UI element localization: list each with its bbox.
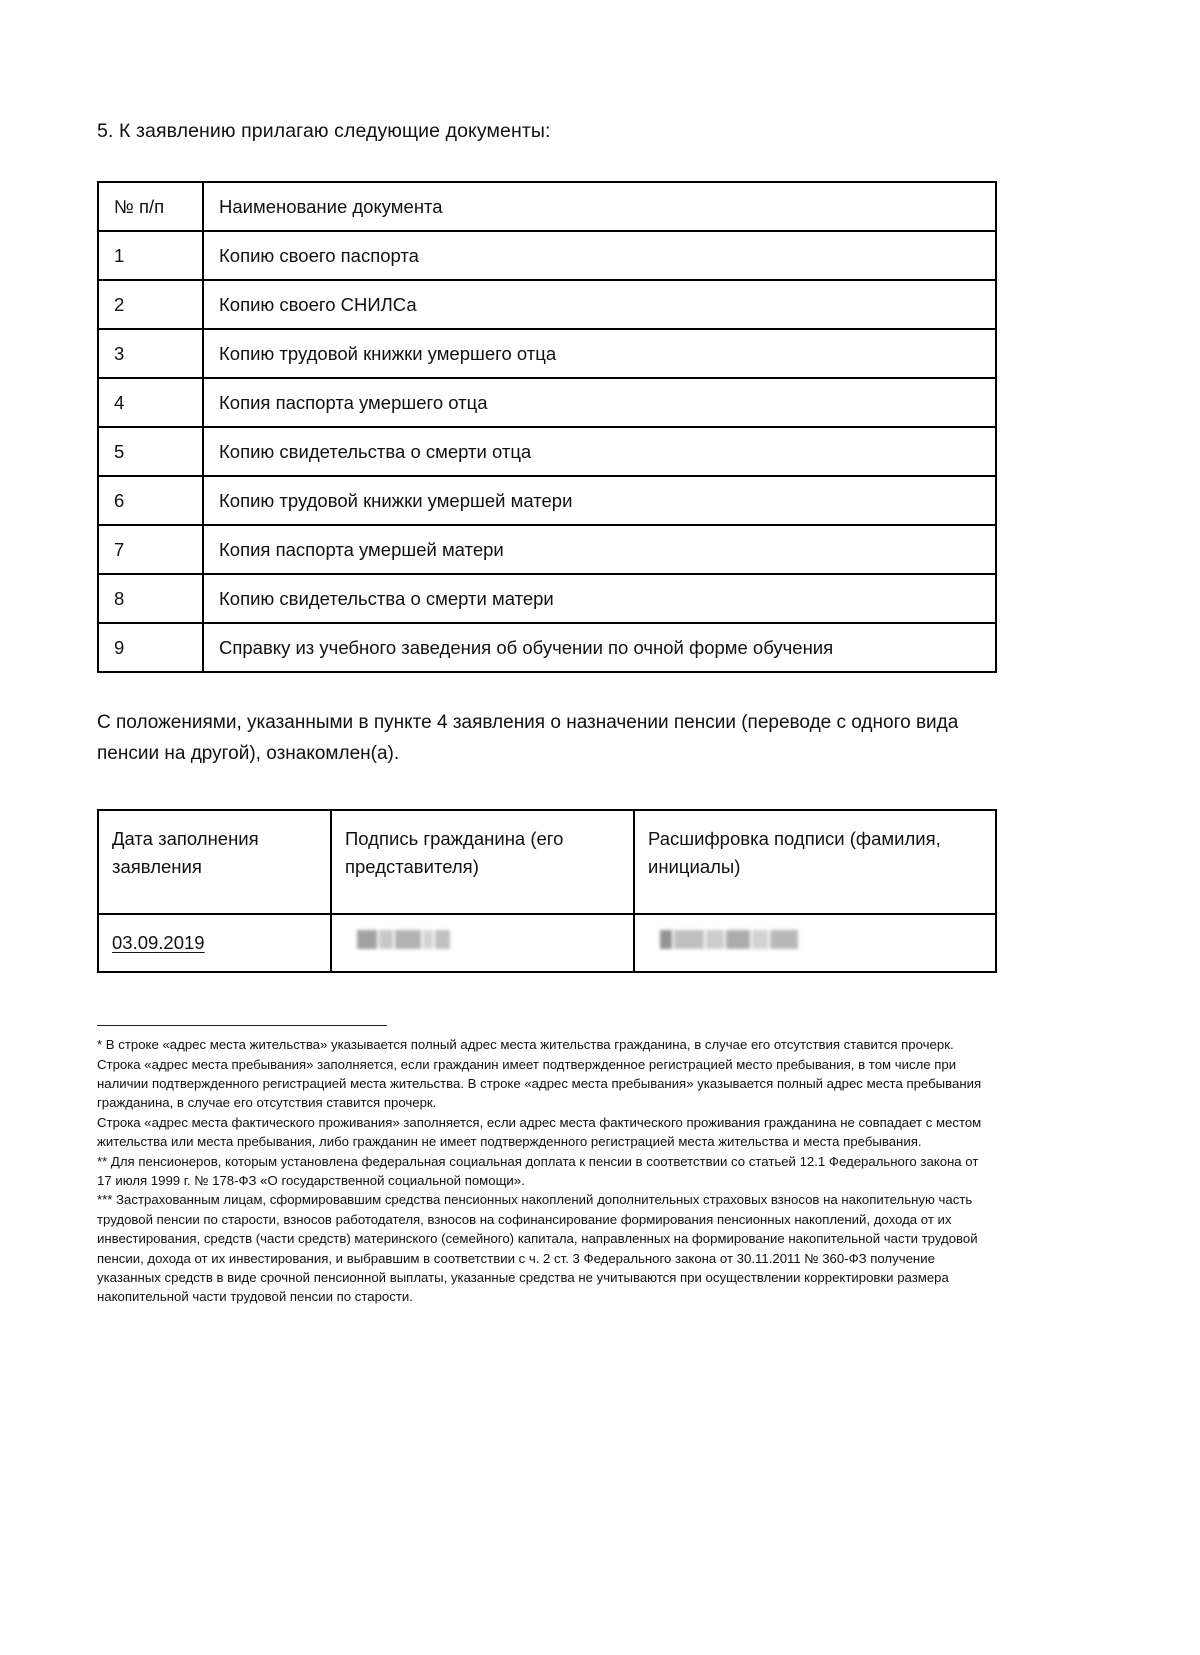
row-number: 8	[98, 574, 203, 623]
table-row	[98, 427, 996, 476]
signature-value-row	[98, 914, 996, 972]
column-header-decoding: Расшифровка подписи (фамилия, инициалы)	[634, 810, 996, 914]
date-cell	[98, 914, 331, 972]
column-header-name: Наименование документа	[203, 182, 996, 231]
row-number: 3	[98, 329, 203, 378]
redacted-name	[660, 930, 800, 949]
column-header-number: № п/п	[98, 182, 203, 231]
row-document-name: Копию свидетельства о смерти отца	[203, 427, 996, 476]
decoding-cell	[634, 914, 996, 972]
footnote-divider	[97, 1025, 387, 1026]
attached-documents-table	[97, 181, 997, 673]
table-row	[98, 476, 996, 525]
footnote-item: *** Застрахованным лицам, сформировавшим средства пенсионных накоплений дополнительных страховых взносов на накопительную часть трудовой пенсии по старости, взносов работодателя, взносов на софинансирование формирования пенсионных накоплений, дохода от их инвестирования, средств (части средств) материнского (семейного) капитала, направленных на формирование накопительной части трудовой пенсии, дохода от их инвестирования, и выбравшим в соответствии с ч. 2 ст. 3 Федерального закона от 30.11.2011 № 360-ФЗ получение указанных средств в виде срочной пенсионной выплаты, указанные средства не учитываются при осуществлении корректировки размера накопительной части трудовой пенсии по старости.	[97, 1192, 978, 1305]
table-row	[98, 378, 996, 427]
signature-header-row	[98, 810, 996, 914]
row-document-name: Копия паспорта умершего отца	[203, 378, 996, 427]
row-number: 9	[98, 623, 203, 672]
row-number: 4	[98, 378, 203, 427]
consent-paragraph: С положениями, указанными в пункте 4 заявления о назначении пенсии (переводе с одного вида пенсии на другой), ознакомлен(а).	[97, 712, 959, 764]
row-document-name: Копию трудовой книжки умершей матери	[203, 476, 996, 525]
row-number: 7	[98, 525, 203, 574]
row-document-name: Копию трудовой книжки умершего отца	[203, 329, 996, 378]
footnotes-block	[97, 1025, 995, 1307]
table-row	[98, 623, 996, 672]
footnote-item: ** Для пенсионеров, которым установлена федеральная социальная доплата к пенсии в соответствии со статьей 12.1 Федерального закона от 17 июля 1999 г. № 178-ФЗ «О государственной социальной помощи».	[97, 1153, 979, 1188]
row-number: 5	[98, 427, 203, 476]
row-document-name: Справку из учебного заведения об обучении по очной форме обучения	[203, 623, 996, 672]
signature-table	[97, 809, 997, 973]
table-row	[98, 329, 996, 378]
signature-cell	[331, 914, 634, 972]
row-number: 2	[98, 280, 203, 329]
table-header-row	[98, 182, 996, 231]
footnote-item: Строка «адрес места пребывания» заполняется, если гражданин имеет подтвержденное регистрацией место пребывания, в том числе при наличии подтвержденного регистрацией места жительства. В строке «адрес места пребывания» указывается полный адрес места пребывания гражданина, в случае его отсутствия ставится прочерк.	[97, 1056, 982, 1111]
row-document-name: Копию своего СНИЛСа	[203, 280, 996, 329]
column-header-date: Дата заполнения заявления	[98, 810, 331, 914]
documents-table-body	[98, 182, 996, 672]
page-title: 5. К заявлению прилагаю следующие документы:	[97, 120, 551, 142]
footnote-item: Строка «адрес места фактического проживания» заполняется, если адрес места фактического проживания гражданина не совпадает с местом жительства или места пребывания, либо гражданин не имеет подтвержденного регистрацией места жительства и места пребывания.	[97, 1114, 982, 1150]
document-content	[97, 0, 997, 1307]
row-document-name: Копию своего паспорта	[203, 231, 996, 280]
footnote-item: * В строке «адрес места жительства» указывается полный адрес места жительства гражданина, в случае его отсутствия ставится прочерк.	[97, 1037, 954, 1053]
table-row	[98, 525, 996, 574]
column-header-signature: Подпись гражданина (его представителя)	[331, 810, 634, 914]
row-number: 1	[98, 231, 203, 280]
table-row	[98, 574, 996, 623]
row-document-name: Копия паспорта умершей матери	[203, 525, 996, 574]
redacted-signature	[357, 930, 452, 949]
row-number: 6	[98, 476, 203, 525]
row-document-name: Копию свидетельства о смерти матери	[203, 574, 996, 623]
table-row	[98, 280, 996, 329]
date-value: 03.09.2019	[112, 932, 205, 954]
signature-table-body	[98, 810, 996, 972]
table-row	[98, 231, 996, 280]
